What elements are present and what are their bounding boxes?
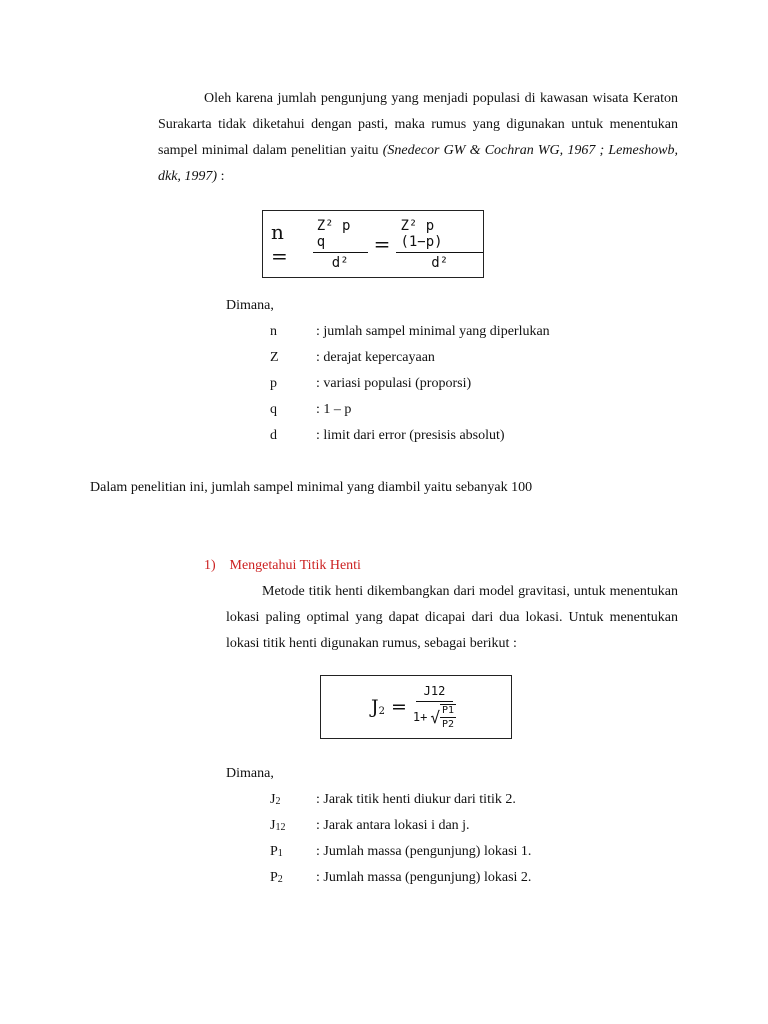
formula2-equals: = xyxy=(391,696,407,718)
where2-description: : Jumlah massa (pengunjung) lokasi 2. xyxy=(316,870,532,885)
formula1-denominator-1: d² xyxy=(331,254,349,271)
where2-symbol-sub: 1 xyxy=(277,848,283,859)
where1-symbol: q xyxy=(270,402,277,417)
where1-symbol: Z xyxy=(270,350,279,365)
formula2-lhs xyxy=(371,696,385,718)
formula1-equals: = xyxy=(373,232,391,256)
formula2-den-prefix: 1+ xyxy=(412,710,428,724)
where1-heading: Dimana, xyxy=(226,298,274,313)
where2-symbol-main: P xyxy=(270,870,278,885)
where2-description: : Jarak antara lokasi i dan j. xyxy=(316,818,470,833)
where2-symbol-main: P xyxy=(270,844,278,859)
where2-symbol-sub: 2 xyxy=(275,796,281,807)
section-paragraph: Metode titik henti dikembangkan dari model gravitasi, untuk menentukan lokasi paling optimal yang dapat dicapai dari dua lokasi. Untuk menentukan lokasi titik henti digunakan rumus, sebagai berikut : xyxy=(226,584,678,651)
where2-symbol xyxy=(270,787,316,814)
where1-symbol: d xyxy=(270,428,277,443)
sample-statement: Dalam penelitian ini, jumlah sampel minimal yang diambil yaitu sebanyak 100 xyxy=(90,480,533,495)
where2-row xyxy=(270,787,516,813)
where2-symbol xyxy=(270,839,316,866)
where1-symbol: n xyxy=(270,324,277,339)
where1-description: : derajat kepercayaan xyxy=(316,350,435,365)
formula2-inner-num: P1 xyxy=(442,705,455,716)
formula-breaking-point-box xyxy=(320,675,512,739)
where2-heading: Dimana, xyxy=(226,766,274,781)
formula2-denominator xyxy=(413,702,456,730)
where2-symbol xyxy=(270,813,316,840)
where1-symbol: p xyxy=(270,376,277,391)
where1-row xyxy=(270,345,435,371)
where2-symbol-main: J xyxy=(270,792,276,807)
formula2-lhs-sub: 2 xyxy=(378,706,385,717)
where2-symbol-sub: 2 xyxy=(277,874,283,885)
where1-row xyxy=(270,319,550,345)
formula1-lhs: n = xyxy=(271,220,288,268)
where1-description: : 1 – p xyxy=(316,402,352,417)
formula2-fraction xyxy=(413,684,456,730)
sqrt-icon: √ xyxy=(430,707,441,727)
where1-row xyxy=(270,371,471,397)
formula2-numerator: J12 xyxy=(416,684,454,702)
where2-row xyxy=(270,865,531,891)
formula2-inner-fraction xyxy=(440,704,456,730)
formula2-inner-den: P2 xyxy=(442,719,455,730)
where2-symbol-sub: 12 xyxy=(275,822,286,833)
section-number: 1) xyxy=(204,558,216,573)
formula1-fraction-2 xyxy=(396,218,483,271)
where2-row xyxy=(270,839,531,865)
intro-text: Oleh karena jumlah pengunjung yang menjadi populasi di kawasan wisata Keraton Surakarta tidak diketahui dengan pasti, maka rumus yang digunakan untuk menentukan sampel minimal dalam penelitian yaitu xyxy=(158,91,678,158)
where2-row xyxy=(270,813,470,839)
formula1-fraction-1 xyxy=(313,218,368,271)
formula-sample-size-box xyxy=(262,210,484,278)
where2-symbol-main: J xyxy=(270,818,276,833)
formula1-denominator-2: d² xyxy=(431,254,449,271)
formula1-numerator-1: Z² p q xyxy=(313,218,368,253)
intro-paragraph xyxy=(158,86,678,190)
section-heading xyxy=(204,553,361,579)
where2-description: : Jarak titik henti diukur dari titik 2. xyxy=(316,792,516,807)
where1-description: : variasi populasi (proporsi) xyxy=(316,376,472,391)
where1-description: : limit dari error (presisis absolut) xyxy=(316,428,505,443)
where1-description: : jumlah sampel minimal yang diperlukan xyxy=(316,324,550,339)
formula1-numerator-2: Z² p (1−p) xyxy=(396,218,483,253)
formula2-lhs-main: J xyxy=(371,696,379,718)
section-title: Mengetahui Titik Henti xyxy=(229,558,361,573)
where2-symbol xyxy=(270,865,316,892)
where1-row xyxy=(270,423,505,449)
where1-row xyxy=(270,397,351,423)
intro-citation: (Snedecor GW & Cochran WG, 1967 ; Lemeshowb, dkk, 1997) xyxy=(158,143,679,184)
where2-description: : Jumlah massa (pengunjung) lokasi 1. xyxy=(316,844,532,859)
intro-colon: : xyxy=(217,169,225,184)
